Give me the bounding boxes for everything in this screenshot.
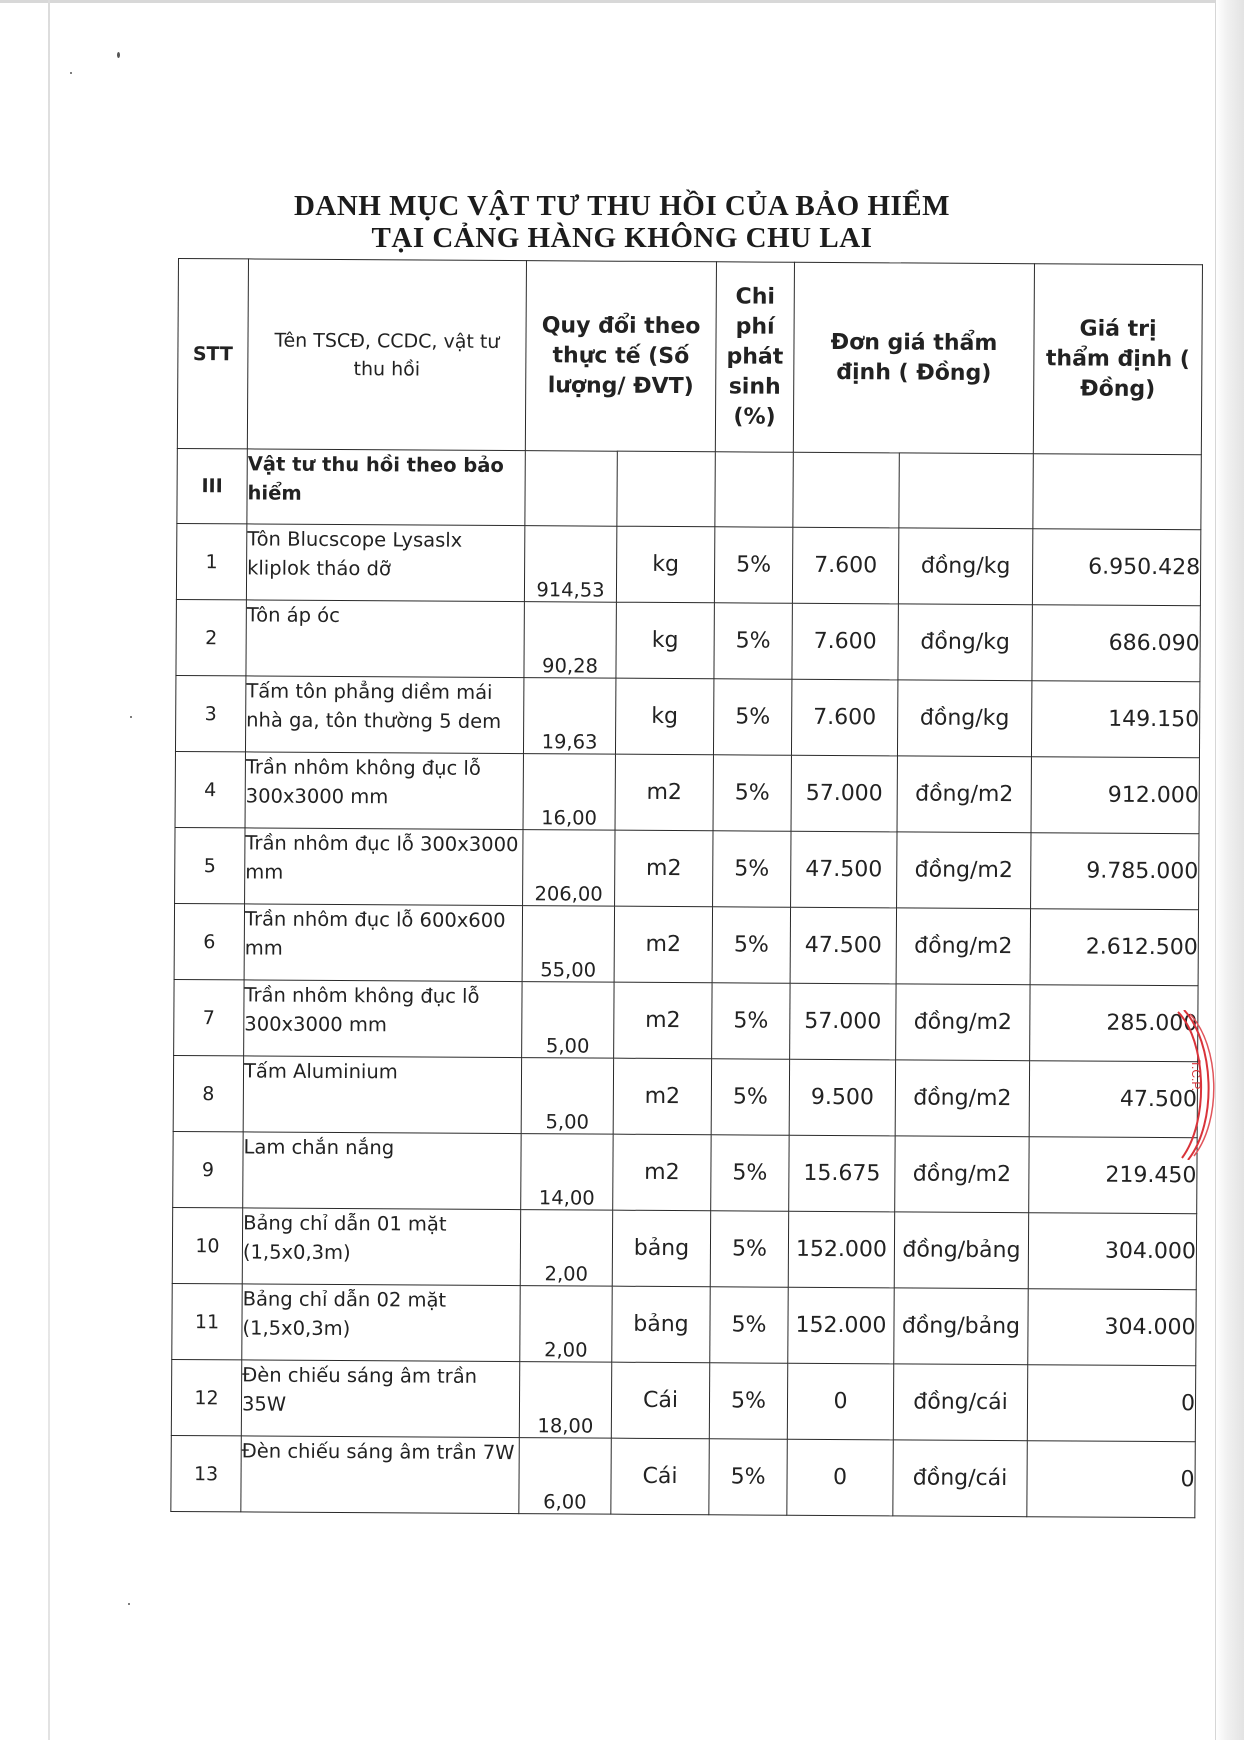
row-name: Tôn Blucscope Lysaslx kliplok tháo dỡ — [246, 524, 524, 602]
row-value: 2.612.500 — [1030, 909, 1198, 986]
row-quantity: 90,28 — [524, 602, 616, 679]
table-row — [171, 1435, 1195, 1517]
row-cost: 5% — [711, 1135, 789, 1211]
header-cost: Chi phí phát sinh (%) — [715, 262, 794, 452]
document-title — [0, 190, 1244, 254]
row-unit-price: 47.500 — [790, 907, 896, 984]
empty-cell — [617, 451, 715, 527]
row-cost: 5% — [711, 1059, 789, 1135]
row-cost: 5% — [714, 603, 792, 679]
table-header-row — [177, 259, 1202, 455]
row-price-unit: đồng/m2 — [897, 756, 1031, 833]
row-price-unit: đồng/m2 — [897, 832, 1031, 909]
row-price-unit: đồng/cái — [893, 1364, 1027, 1441]
row-unit-price: 7.600 — [791, 679, 897, 756]
row-stt: 12 — [171, 1359, 241, 1435]
empty-cell — [525, 451, 617, 527]
row-cost: 5% — [710, 1287, 788, 1363]
row-value: 285.000 — [1030, 985, 1198, 1062]
row-price-unit: đồng/m2 — [896, 984, 1030, 1061]
row-value: 304.000 — [1028, 1213, 1196, 1290]
scan-speck — [130, 716, 132, 718]
table-row — [175, 827, 1199, 909]
row-price-unit: đồng/kg — [898, 604, 1032, 681]
row-unit: kg — [616, 602, 714, 679]
row-stt: 5 — [175, 827, 245, 903]
row-quantity: 19,63 — [523, 678, 615, 755]
table-row — [172, 1283, 1196, 1365]
row-price-unit: đồng/kg — [898, 528, 1032, 605]
row-stt: 8 — [173, 1055, 243, 1131]
row-price-unit: đồng/m2 — [895, 1060, 1029, 1137]
empty-cell — [715, 452, 793, 527]
row-unit-price: 15.675 — [789, 1135, 895, 1212]
row-quantity: 914,53 — [524, 526, 616, 603]
row-value: 912.000 — [1031, 757, 1199, 834]
row-name: Trần nhôm đục lỗ 600x600 mm — [244, 904, 522, 982]
row-name: Đèn chiếu sáng âm trần 35W — [241, 1360, 519, 1438]
row-unit-price: 152.000 — [788, 1287, 894, 1364]
row-quantity: 5,00 — [521, 1058, 613, 1135]
row-cost: 5% — [709, 1363, 787, 1439]
row-cost: 5% — [712, 907, 790, 983]
row-stt: 13 — [171, 1435, 241, 1511]
row-name: Bảng chỉ dẫn 01 mặt (1,5x0,3m) — [242, 1208, 520, 1286]
row-quantity: 16,00 — [523, 754, 615, 831]
row-name: Trần nhôm đục lỗ 300x3000 mm — [245, 828, 523, 906]
row-cost: 5% — [713, 755, 791, 831]
row-stt: 6 — [174, 903, 244, 979]
row-stt: 2 — [176, 599, 246, 675]
section-stt: III — [177, 448, 247, 523]
row-stt: 1 — [176, 523, 246, 599]
header-quantity: Quy đổi theo thực tế (Số lượng/ ĐVT) — [525, 261, 716, 452]
row-value: 0 — [1027, 1441, 1195, 1518]
title-line-2: TẠI CẢNG HÀNG KHÔNG CHU LAI — [371, 222, 873, 254]
row-quantity: 206,00 — [523, 830, 615, 907]
row-unit: m2 — [613, 1058, 711, 1135]
row-quantity: 18,00 — [519, 1362, 611, 1439]
row-name: Trần nhôm không đục lỗ 300x3000 mm — [244, 980, 522, 1058]
row-unit: m2 — [614, 906, 712, 983]
table-row — [173, 1131, 1197, 1213]
row-unit: m2 — [615, 830, 713, 907]
row-stt: 3 — [175, 675, 245, 751]
row-name: Tôn áp óc — [246, 600, 524, 678]
row-unit: m2 — [613, 1134, 711, 1211]
scan-speck — [128, 1603, 130, 1605]
row-cost: 5% — [713, 831, 791, 907]
empty-cell — [793, 452, 899, 528]
row-unit-price: 9.500 — [789, 1059, 895, 1136]
row-unit-price: 47.500 — [791, 831, 897, 908]
row-price-unit: đồng/bảng — [894, 1288, 1028, 1365]
row-quantity: 2,00 — [520, 1286, 612, 1363]
row-unit: m2 — [615, 754, 713, 831]
section-name: Vật tư thu hồi theo bảo hiểm — [247, 449, 525, 526]
section-row — [177, 448, 1201, 529]
row-value: 219.450 — [1029, 1137, 1197, 1214]
scan-top-edge — [0, 0, 1244, 3]
row-unit: Cái — [611, 1362, 709, 1439]
header-stt: STT — [177, 259, 248, 449]
row-unit-price: 0 — [787, 1363, 893, 1440]
row-price-unit: đồng/cái — [893, 1440, 1027, 1517]
scan-speck — [117, 52, 120, 58]
table-row — [175, 675, 1199, 757]
row-stt: 11 — [172, 1283, 242, 1359]
row-unit: bảng — [612, 1210, 710, 1287]
stamp-text: T.C.P. — [1189, 1060, 1203, 1092]
red-seal-stamp — [1176, 1010, 1236, 1160]
row-price-unit: đồng/kg — [897, 680, 1031, 757]
row-stt: 9 — [173, 1131, 243, 1207]
row-stt: 10 — [172, 1207, 242, 1283]
row-unit-price: 7.600 — [792, 603, 898, 680]
row-quantity: 2,00 — [520, 1210, 612, 1287]
materials-table — [170, 258, 1203, 1518]
row-quantity: 5,00 — [522, 982, 614, 1059]
header-value: Giá trị thẩm định ( Đồng) — [1033, 264, 1202, 455]
row-stt: 7 — [174, 979, 244, 1055]
row-quantity: 55,00 — [522, 906, 614, 983]
row-unit: Cái — [611, 1438, 709, 1515]
row-unit-price: 57.000 — [790, 983, 896, 1060]
row-cost: 5% — [713, 679, 791, 755]
row-cost: 5% — [710, 1211, 788, 1287]
row-value: 9.785.000 — [1031, 833, 1199, 910]
header-unit-price: Đơn giá thẩm định ( Đồng) — [793, 262, 1034, 453]
row-value: 149.150 — [1031, 681, 1199, 758]
row-cost: 5% — [712, 983, 790, 1059]
row-unit: m2 — [614, 982, 712, 1059]
row-unit-price: 0 — [787, 1439, 893, 1516]
row-unit: bảng — [612, 1286, 710, 1363]
empty-cell — [1033, 454, 1201, 530]
row-price-unit: đồng/bảng — [894, 1212, 1028, 1289]
row-name: Đèn chiếu sáng âm trần 7W — [241, 1436, 519, 1514]
header-name: Tên TSCĐ, CCDC, vật tư thu hồi — [247, 259, 526, 451]
table-row — [173, 1055, 1197, 1137]
row-unit-price: 152.000 — [788, 1211, 894, 1288]
scan-left-edge — [48, 0, 50, 1740]
table-row — [175, 751, 1199, 833]
table-row — [176, 599, 1200, 681]
row-cost: 5% — [714, 527, 792, 603]
table-row — [172, 1207, 1196, 1289]
row-name: Lam chắn nắng — [243, 1132, 521, 1210]
table-row — [176, 523, 1200, 605]
row-value: 304.000 — [1028, 1289, 1196, 1366]
row-quantity: 6,00 — [519, 1438, 611, 1515]
row-quantity: 14,00 — [521, 1134, 613, 1211]
row-value: 47.500 — [1029, 1061, 1197, 1138]
table-row — [171, 1359, 1195, 1441]
row-stt: 4 — [175, 751, 245, 827]
scan-speck — [70, 72, 72, 74]
row-name: Trần nhôm không đục lỗ 300x3000 mm — [245, 752, 523, 830]
row-unit-price: 7.600 — [792, 527, 898, 604]
empty-cell — [899, 453, 1033, 529]
row-value: 0 — [1027, 1365, 1195, 1442]
row-unit: kg — [615, 678, 713, 755]
table-row — [174, 903, 1198, 985]
row-value: 686.090 — [1032, 605, 1200, 682]
row-name: Bảng chỉ dẫn 02 mặt (1,5x0,3m) — [242, 1284, 520, 1362]
title-line-1: DANH MỤC VẬT TƯ THU HỒI CỦA BẢO HIỂM — [293, 190, 951, 222]
row-price-unit: đồng/m2 — [896, 908, 1030, 985]
row-unit-price: 57.000 — [791, 755, 897, 832]
scan-right-edge — [1215, 0, 1244, 1740]
row-name: Tấm Aluminium — [243, 1056, 521, 1134]
table-row — [174, 979, 1198, 1061]
row-name: Tấm tôn phẳng diềm mái nhà ga, tôn thường 5 dem — [245, 676, 523, 754]
row-unit: kg — [616, 526, 714, 603]
row-cost: 5% — [709, 1439, 787, 1515]
row-value: 6.950.428 — [1032, 529, 1200, 606]
row-price-unit: đồng/m2 — [895, 1136, 1029, 1213]
